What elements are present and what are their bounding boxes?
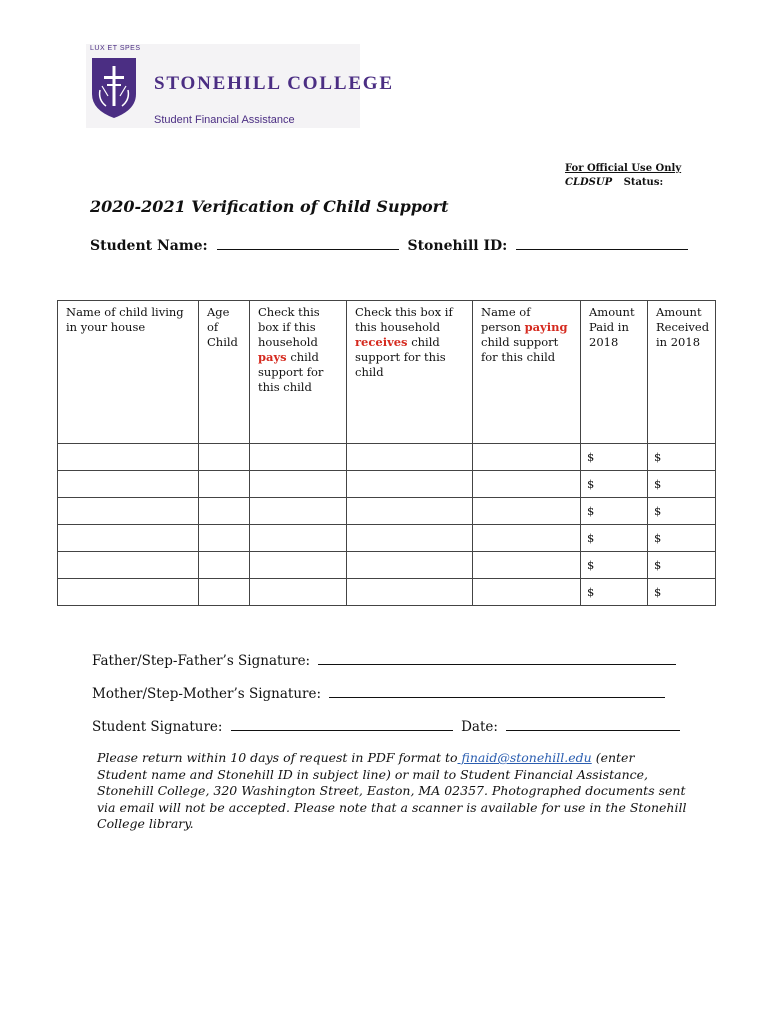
amount-paid-cell[interactable]: $	[581, 525, 648, 552]
amount-received-cell[interactable]: $	[648, 444, 716, 471]
table-row	[58, 552, 716, 579]
age-cell[interactable]	[199, 525, 250, 552]
payer-name-cell[interactable]	[473, 579, 581, 606]
payer-text-pre: Name of person	[481, 305, 531, 334]
pays-text-post: child support for this child	[258, 350, 324, 394]
return-instructions	[97, 750, 687, 833]
pays-checkbox-cell[interactable]	[250, 471, 347, 498]
header-child-name: Name of child living in your house	[58, 301, 199, 444]
child-name-cell[interactable]	[58, 525, 199, 552]
finaid-email-link[interactable]: finaid@stonehill.edu	[457, 750, 592, 765]
college-shield-icon	[90, 56, 138, 120]
child-support-table	[57, 300, 716, 606]
pays-text-pre: Check this box if this household	[258, 305, 320, 349]
pays-checkbox-cell[interactable]	[250, 552, 347, 579]
status-code: CLDSUP	[565, 177, 613, 188]
paying-highlight: paying	[524, 320, 568, 334]
receives-checkbox-cell[interactable]	[347, 471, 473, 498]
pays-checkbox-cell[interactable]	[250, 525, 347, 552]
child-name-cell[interactable]	[58, 579, 199, 606]
student-name-label: Student Name:	[90, 238, 208, 254]
receives-checkbox-cell[interactable]	[347, 552, 473, 579]
payer-name-cell[interactable]	[473, 498, 581, 525]
stonehill-id-label: Stonehill ID:	[407, 238, 508, 254]
mother-signature-label: Mother/Step-Mother’s Signature:	[92, 686, 322, 702]
father-signature-line	[92, 651, 676, 669]
table-row	[58, 444, 716, 471]
payer-name-cell[interactable]	[473, 552, 581, 579]
receives-checkbox-cell[interactable]	[347, 579, 473, 606]
age-cell[interactable]	[199, 444, 250, 471]
payer-name-cell[interactable]	[473, 525, 581, 552]
student-name-field[interactable]	[217, 236, 399, 250]
payer-text-post: child support for this child	[481, 335, 559, 364]
official-status	[565, 177, 663, 188]
receives-text-pre: Check this box if this household	[355, 305, 453, 334]
student-signature-field[interactable]	[231, 717, 453, 731]
header-amount-received: Amount Received in 2018	[648, 301, 716, 444]
receives-checkbox-cell[interactable]	[347, 525, 473, 552]
age-cell[interactable]	[199, 498, 250, 525]
father-signature-field[interactable]	[318, 651, 676, 665]
pays-checkbox-cell[interactable]	[250, 579, 347, 606]
student-signature-label: Student Signature:	[92, 719, 223, 735]
amount-received-cell[interactable]: $	[648, 471, 716, 498]
pays-checkbox-cell[interactable]	[250, 444, 347, 471]
header-payer-name	[473, 301, 581, 444]
amount-paid-cell[interactable]: $	[581, 444, 648, 471]
college-name: STONEHILL COLLEGE	[154, 73, 394, 94]
stonehill-id-field[interactable]	[516, 236, 688, 250]
college-motto: LUX ET SPES	[90, 45, 141, 52]
mother-signature-line	[92, 684, 665, 702]
father-signature-label: Father/Step-Father’s Signature:	[92, 653, 311, 669]
status-label: Status:	[623, 177, 664, 188]
header-pays	[250, 301, 347, 444]
student-info-line	[90, 236, 688, 254]
header-receives	[347, 301, 473, 444]
receives-text-post: child support for this child	[355, 335, 446, 379]
amount-received-cell[interactable]: $	[648, 498, 716, 525]
header-age: Age of Child	[199, 301, 250, 444]
table-row	[58, 525, 716, 552]
pays-checkbox-cell[interactable]	[250, 498, 347, 525]
instructions-text-continued: (enter Student name and Stonehill ID in subject line) or mail to Student Financial Assistance, Stonehill College, 320 Washington Street, Easton, MA 02357. Photographed documents sent via email will not be accepted. Please note that a scanner is available for use in the Stonehill College library.	[97, 750, 687, 831]
receives-highlight: receives	[355, 335, 408, 349]
child-name-cell[interactable]	[58, 444, 199, 471]
child-name-cell[interactable]	[58, 552, 199, 579]
instructions-text: Please return within 10 days of request in PDF format to	[97, 750, 458, 765]
amount-paid-cell[interactable]: $	[581, 498, 648, 525]
pays-highlight: pays	[258, 350, 287, 364]
receives-checkbox-cell[interactable]	[347, 498, 473, 525]
student-signature-line	[92, 717, 680, 735]
child-name-cell[interactable]	[58, 471, 199, 498]
amount-paid-cell[interactable]: $	[581, 552, 648, 579]
date-field[interactable]	[506, 717, 680, 731]
child-name-cell[interactable]	[58, 498, 199, 525]
amount-received-cell[interactable]: $	[648, 552, 716, 579]
department-name: Student Financial Assistance	[154, 114, 295, 126]
table-row	[58, 579, 716, 606]
amount-received-cell[interactable]: $	[648, 525, 716, 552]
age-cell[interactable]	[199, 552, 250, 579]
age-cell[interactable]	[199, 471, 250, 498]
official-use-label: For Official Use Only	[565, 163, 682, 174]
table-row	[58, 471, 716, 498]
header-amount-paid: Amount Paid in 2018	[581, 301, 648, 444]
payer-name-cell[interactable]	[473, 471, 581, 498]
age-cell[interactable]	[199, 579, 250, 606]
amount-paid-cell[interactable]: $	[581, 579, 648, 606]
payer-name-cell[interactable]	[473, 444, 581, 471]
receives-checkbox-cell[interactable]	[347, 444, 473, 471]
table-header-row	[58, 301, 716, 444]
amount-paid-cell[interactable]: $	[581, 471, 648, 498]
table-row	[58, 498, 716, 525]
amount-received-cell[interactable]: $	[648, 579, 716, 606]
date-label: Date:	[461, 719, 498, 735]
page-title: 2020-2021 Verification of Child Support	[90, 197, 449, 216]
mother-signature-field[interactable]	[329, 684, 665, 698]
